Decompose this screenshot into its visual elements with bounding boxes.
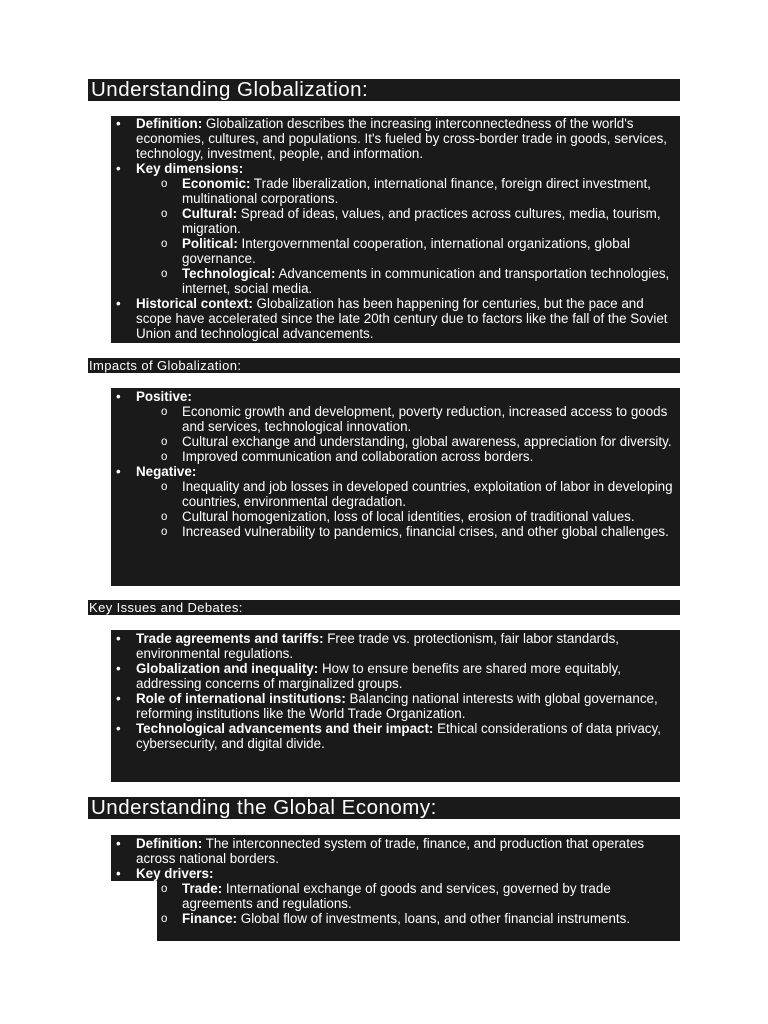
item-label: Definition: bbox=[136, 836, 203, 851]
impacts-list bbox=[113, 389, 673, 539]
item-text: Increased vulnerability to pandemics, financial crises, and other global challenges. bbox=[182, 524, 669, 539]
issues-list bbox=[113, 631, 678, 751]
list-item bbox=[113, 116, 683, 161]
circle-bullet-icon: o bbox=[161, 178, 168, 190]
issues-title: Key Issues and Debates: bbox=[88, 600, 680, 615]
item-label: Political: bbox=[182, 236, 238, 251]
item-text: Spread of ideas, values, and practices across cultures, media, tourism, migration. bbox=[182, 206, 661, 236]
list-item bbox=[113, 721, 678, 751]
item-label: Historical context: bbox=[136, 296, 253, 311]
sub-list-item bbox=[113, 449, 673, 464]
item-label: Economic: bbox=[182, 176, 251, 191]
sub-list-item bbox=[113, 524, 673, 539]
list-item bbox=[113, 464, 673, 479]
list-item bbox=[113, 631, 678, 661]
bullet-icon: • bbox=[116, 866, 121, 881]
bullet-icon: • bbox=[116, 661, 121, 676]
circle-bullet-icon: o bbox=[161, 406, 168, 418]
circle-bullet-icon: o bbox=[161, 268, 168, 280]
item-text: How to ensure benefits are shared more equitably, addressing concerns of marginalized groups. bbox=[136, 661, 621, 691]
bullet-icon: • bbox=[116, 116, 121, 131]
item-text: Cultural exchange and understanding, global awareness, appreciation for diversity. bbox=[182, 434, 672, 449]
globalization-list bbox=[113, 116, 683, 341]
item-text: Balancing national interests with global governance, reforming institutions like the World Trade Organization. bbox=[136, 691, 658, 721]
item-text: Trade liberalization, international finance, foreign direct investment, multinational corporations. bbox=[182, 176, 651, 206]
item-text: Economic growth and development, poverty reduction, increased access to goods and services, technological innovation. bbox=[182, 404, 668, 434]
item-label: Technological advancements and their impact: bbox=[136, 721, 434, 736]
item-text: Global flow of investments, loans, and other financial instruments. bbox=[237, 911, 631, 926]
item-text: Cultural homogenization, loss of local identities, erosion of traditional values. bbox=[182, 509, 635, 524]
sub-list-item bbox=[113, 404, 673, 434]
list-item bbox=[113, 161, 683, 176]
item-text: Globalization has been happening for centuries, but the pace and scope have accelerated since the late 20th century due to factors like the fall of the Soviet Union and technological advancements. bbox=[136, 296, 668, 341]
item-label: Finance: bbox=[182, 911, 238, 926]
list-item bbox=[113, 691, 678, 721]
bullet-icon: • bbox=[116, 721, 121, 736]
item-label: Definition: bbox=[136, 116, 203, 131]
impacts-title: Impacts of Globalization: bbox=[88, 358, 680, 373]
list-item bbox=[113, 661, 678, 691]
globalization-title: Understanding Globalization: bbox=[88, 79, 680, 101]
circle-bullet-icon: o bbox=[161, 238, 168, 250]
economy-list bbox=[113, 836, 673, 926]
item-label: Globalization and inequality: bbox=[136, 661, 319, 676]
bullet-icon: • bbox=[116, 464, 121, 479]
bullet-icon: • bbox=[116, 691, 121, 706]
sub-list-item bbox=[113, 236, 683, 266]
item-text: Improved communication and collaboration across borders. bbox=[182, 449, 534, 464]
bullet-icon: • bbox=[116, 389, 121, 404]
sub-list-item bbox=[113, 206, 683, 236]
circle-bullet-icon: o bbox=[161, 436, 168, 448]
sub-list-item bbox=[113, 434, 673, 449]
sub-list-item bbox=[113, 911, 673, 926]
circle-bullet-icon: o bbox=[161, 526, 168, 538]
item-text: Globalization describes the increasing interconnectedness of the world's economies, cultures, and populations. It's fueled by cross-border trade in goods, services, technology, investment, people, and information. bbox=[136, 116, 668, 161]
item-text: The interconnected system of trade, finance, and production that operates across national borders. bbox=[136, 836, 645, 866]
circle-bullet-icon: o bbox=[161, 451, 168, 463]
list-item bbox=[113, 389, 673, 404]
item-label: Key dimensions: bbox=[136, 161, 244, 176]
sub-list-item bbox=[113, 479, 673, 509]
item-text: Advancements in communication and transportation technologies, internet, social media. bbox=[182, 266, 670, 296]
item-label: Cultural: bbox=[182, 206, 238, 221]
item-label: Negative: bbox=[136, 464, 197, 479]
item-label: Trade agreements and tariffs: bbox=[136, 631, 324, 646]
item-text: Free trade vs. protectionism, fair labor standards, environmental regulations. bbox=[136, 631, 619, 661]
item-text: Ethical considerations of data privacy, cybersecurity, and digital divide. bbox=[136, 721, 661, 751]
circle-bullet-icon: o bbox=[161, 208, 168, 220]
circle-bullet-icon: o bbox=[161, 481, 168, 493]
item-text: Intergovernmental cooperation, international organizations, global governance. bbox=[182, 236, 631, 266]
item-label: Positive: bbox=[136, 389, 192, 404]
sub-list-item bbox=[113, 266, 683, 296]
circle-bullet-icon: o bbox=[161, 883, 168, 895]
bullet-icon: • bbox=[116, 631, 121, 646]
item-label: Key drivers: bbox=[136, 866, 214, 881]
list-item bbox=[113, 866, 673, 881]
bullet-icon: • bbox=[116, 836, 121, 851]
sub-list-item bbox=[113, 176, 683, 206]
list-item bbox=[113, 296, 683, 341]
sub-list-item bbox=[113, 509, 673, 524]
sub-list-item bbox=[113, 881, 673, 911]
economy-title: Understanding the Global Economy: bbox=[88, 797, 680, 819]
item-text: International exchange of goods and services, governed by trade agreements and regulations. bbox=[182, 881, 611, 911]
bullet-icon: • bbox=[116, 161, 121, 176]
item-label: Technological: bbox=[182, 266, 276, 281]
item-text: Inequality and job losses in developed countries, exploitation of labor in developing countries, environmental degradation. bbox=[182, 479, 673, 509]
circle-bullet-icon: o bbox=[161, 913, 168, 925]
item-label: Trade: bbox=[182, 881, 223, 896]
bullet-icon: • bbox=[116, 296, 121, 311]
item-label: Role of international institutions: bbox=[136, 691, 346, 706]
circle-bullet-icon: o bbox=[161, 511, 168, 523]
list-item bbox=[113, 836, 673, 866]
